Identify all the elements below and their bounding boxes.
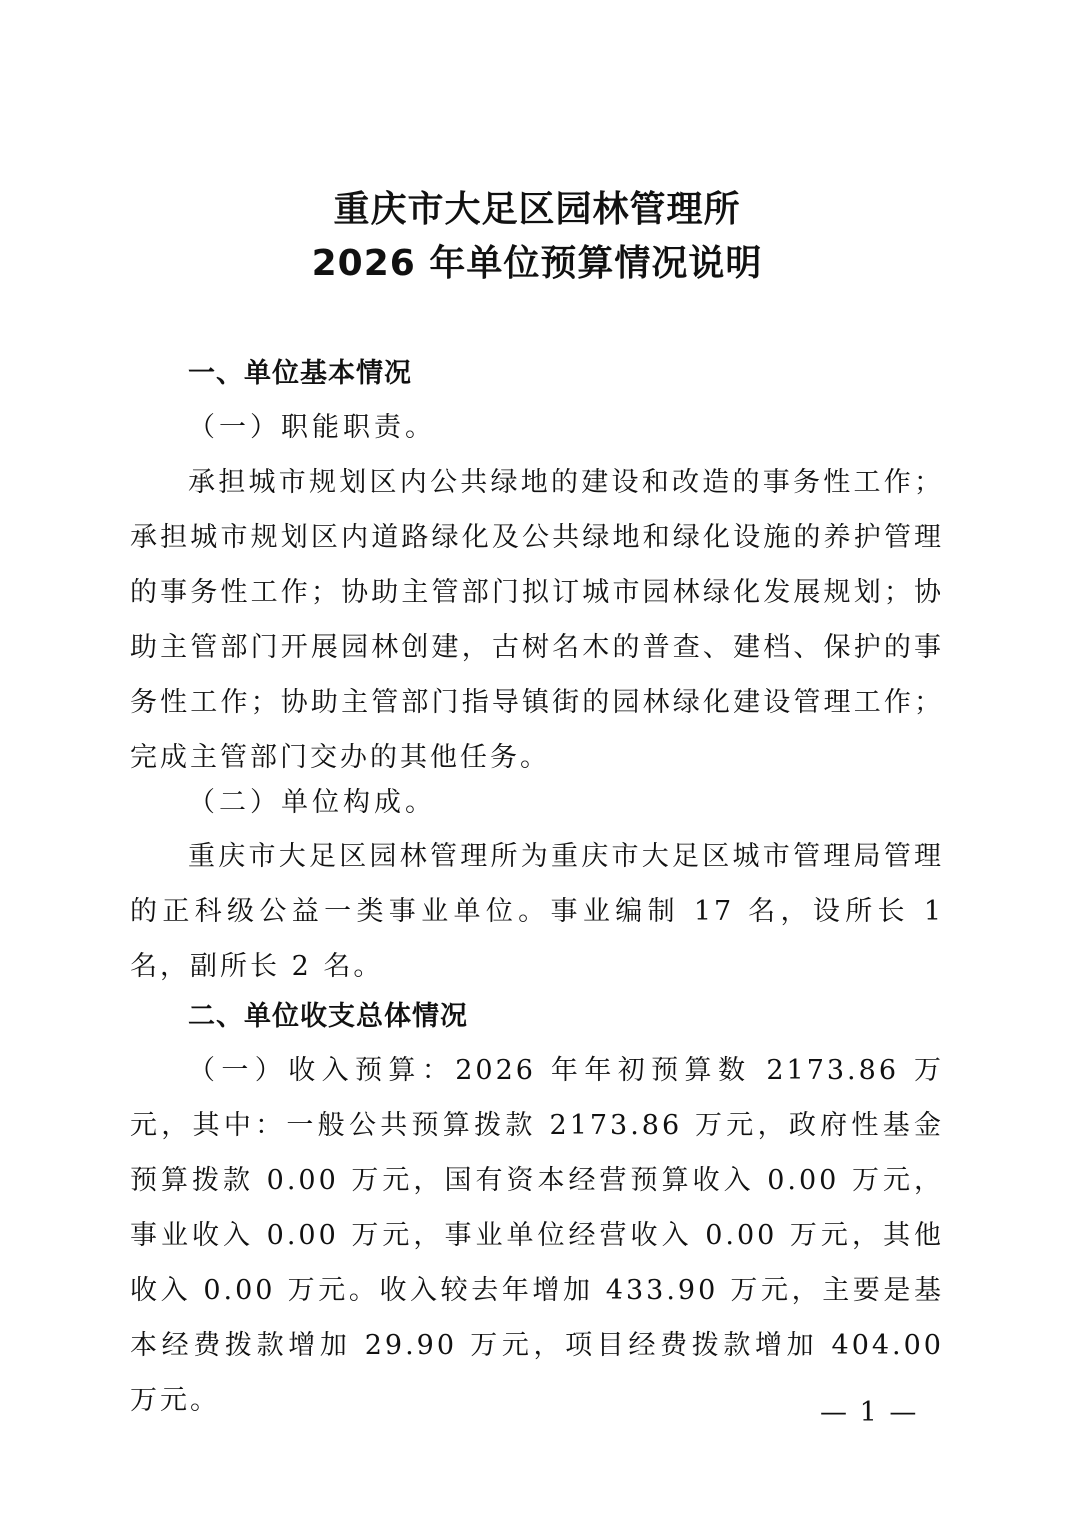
document-title-line2: 2026 年单位预算情况说明 xyxy=(311,243,763,284)
section1-composition-paragraph: 重庆市大足区园林管理所为重庆市大足区城市管理局管理的正科级公益一类事业单位。事业编制 17 名，设所长 1 名，副所长 2 名。 xyxy=(130,841,944,982)
page-number: — 1 — xyxy=(820,1397,919,1428)
section2-heading: 二、单位收支总体情况 xyxy=(188,1001,468,1032)
section1-sub2-heading: （二）单位构成。 xyxy=(188,787,436,818)
section1-duties-paragraph: 承担城市规划区内公共绿地的建设和改造的事务性工作；承担城市规划区内道路绿化及公共绿地和绿化设施的养护管理的事务性工作；协助主管部门拟订城市园林绿化发展规划；协助主管部门开展园林创建，古树名木的普查、建档、保护的事务性工作；协助主管部门指导镇街的园林绿化建设管理工作；完成主管部门交办的其他任务。 xyxy=(130,467,944,773)
section1-sub1-heading: （一）职能职责。 xyxy=(188,412,436,443)
document-title-line1: 重庆市大足区园林管理所 xyxy=(333,189,741,230)
section1-heading: 一、单位基本情况 xyxy=(188,358,412,389)
section2-income-paragraph: （一）收入预算：2026 年年初预算数 2173.86 万元，其中：一般公共预算拨款 2173.86 万元，政府性基金预算拨款 0.00 万元，国有资本经营预算收入 0.00 万元，事业收入 0.00 万元，事业单位经营收入 0.00 万元，其他收入 0.00 万元。收入较去年增加 433.90 万元，主要是基本经费拨款增加 29.90 万元，项目经费拨款增加 404.00 万元。 xyxy=(130,1055,944,1416)
